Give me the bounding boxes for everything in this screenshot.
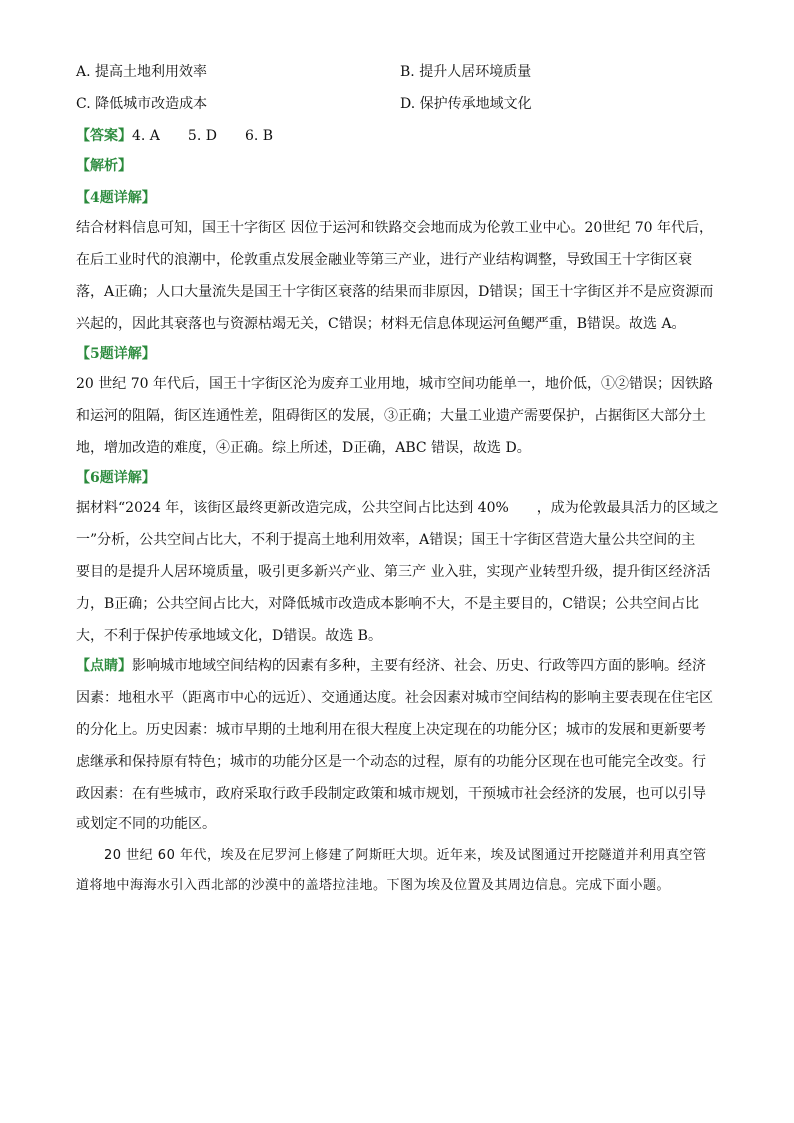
q5-line: 20 世纪 70 年代后，国王十字街区沦为废弃工业用地，城市空间功能单一，地价低，①②错误；因铁路 bbox=[76, 376, 713, 392]
q4-label: 【4题详解】 bbox=[76, 190, 156, 206]
q4-line: 落，A正确；人口大量流失是国王十字街区衰落的结果而非原因，D错误；国王十字街区并不是应资源而 bbox=[76, 284, 714, 300]
analysis-label: 【解析】 bbox=[76, 158, 132, 174]
q4-heading bbox=[76, 188, 726, 208]
intro-line: 道将地中海海水引入西北部的沙漠中的盖塔拉洼地。下图为埃及位置及其周边信息。完成下面小题。 bbox=[76, 878, 671, 893]
point-line: 因素：地租水平（距离市中心的远近）、交通通达度。社会因素对城市空间结构的影响主要表现在住宅区 bbox=[76, 690, 713, 706]
option-a: A. 提高土地利用效率 bbox=[76, 64, 208, 80]
point-text: 影响城市地域空间结构的因素有多种，主要有经济、社会、历史、行政等四方面的影响。经济 bbox=[132, 658, 706, 674]
q6-line: 大，不利于保护传承地域文化，D错误。故选 B。 bbox=[76, 628, 382, 644]
q6-line: 力，B正确；公共空间占比大，对降低城市改造成本影响不大，不是主要目的，C错误；公共空间占比 bbox=[76, 596, 699, 612]
q5-label: 【5题详解】 bbox=[76, 346, 156, 362]
intro-line: 20 世纪 60 年代，埃及在尼罗河上修建了阿斯旺大坝。近年来，埃及试图通过开挖隧道并利用真空管 bbox=[104, 848, 707, 863]
answer-value: 4. A 5. D 6. B bbox=[132, 128, 274, 144]
q6-label: 【6题详解】 bbox=[76, 470, 156, 486]
answer-line bbox=[76, 126, 726, 146]
analysis-heading bbox=[76, 156, 726, 176]
option-b: B. 提升人居环境质量 bbox=[400, 64, 532, 80]
q5-heading bbox=[76, 344, 726, 364]
point-line: 的分化上。历史因素：城市早期的土地利用在很大程度上决定现在的功能分区；城市的发展和更新要考 bbox=[76, 722, 706, 738]
q4-line: 结合材料信息可知，国王十字街区 因位于运河和铁路交会地而成为伦敦工业中心。20世纪 70 年代后， bbox=[76, 220, 713, 236]
q6-line: 据材料“2024 年，该街区最终更新改造完成，公共空间占比达到 40% ，成为伦敦最具活力的区域之 bbox=[76, 500, 719, 516]
point-line bbox=[76, 656, 726, 676]
option-c: C. 降低城市改造成本 bbox=[76, 96, 208, 112]
q4-line: 在后工业时代的浪潮中，伦敦重点发展金融业等第三产业，进行产业结构调整，导致国王十字街区衰 bbox=[76, 252, 692, 268]
q5-line: 地，增加改造的难度，④正确。综上所述，D正确，ABC 错误，故选 D。 bbox=[76, 440, 531, 456]
point-label: 【点睛】 bbox=[76, 658, 132, 674]
option-d: D. 保护传承地域文化 bbox=[400, 96, 532, 112]
q6-line: 一”分析，公共空间占比大，不利于提高土地利用效率，A错误；国王十字街区营造大量公共空间的主 bbox=[76, 532, 696, 548]
q6-heading bbox=[76, 468, 726, 488]
answer-label: 【答案】 bbox=[76, 128, 132, 144]
q4-line: 兴起的，因此其衰落也与资源枯竭无关，C错误；材料无信息体现运河鱼鳃严重，B错误。故选 A。 bbox=[76, 316, 686, 332]
point-line: 政因素：在有些城市，政府采取行政手段制定政策和城市规划，干预城市社会经济的发展，也可以引导 bbox=[76, 786, 706, 802]
point-line: 或划定不同的功能区。 bbox=[76, 816, 216, 832]
point-line: 虑继承和保持原有特色；城市的功能分区是一个动态的过程，原有的功能分区现在也可能完全改变。行 bbox=[76, 754, 706, 770]
q6-line: 要目的是提升人居环境质量，吸引更多新兴产业、第三产 业入驻，实现产业转型升级，提升街区经济活 bbox=[76, 564, 711, 580]
q5-line: 和运河的阻隔，街区连通性差，阻碍街区的发展，③正确；大量工业遗产需要保护，占据街区大部分土 bbox=[76, 408, 706, 424]
